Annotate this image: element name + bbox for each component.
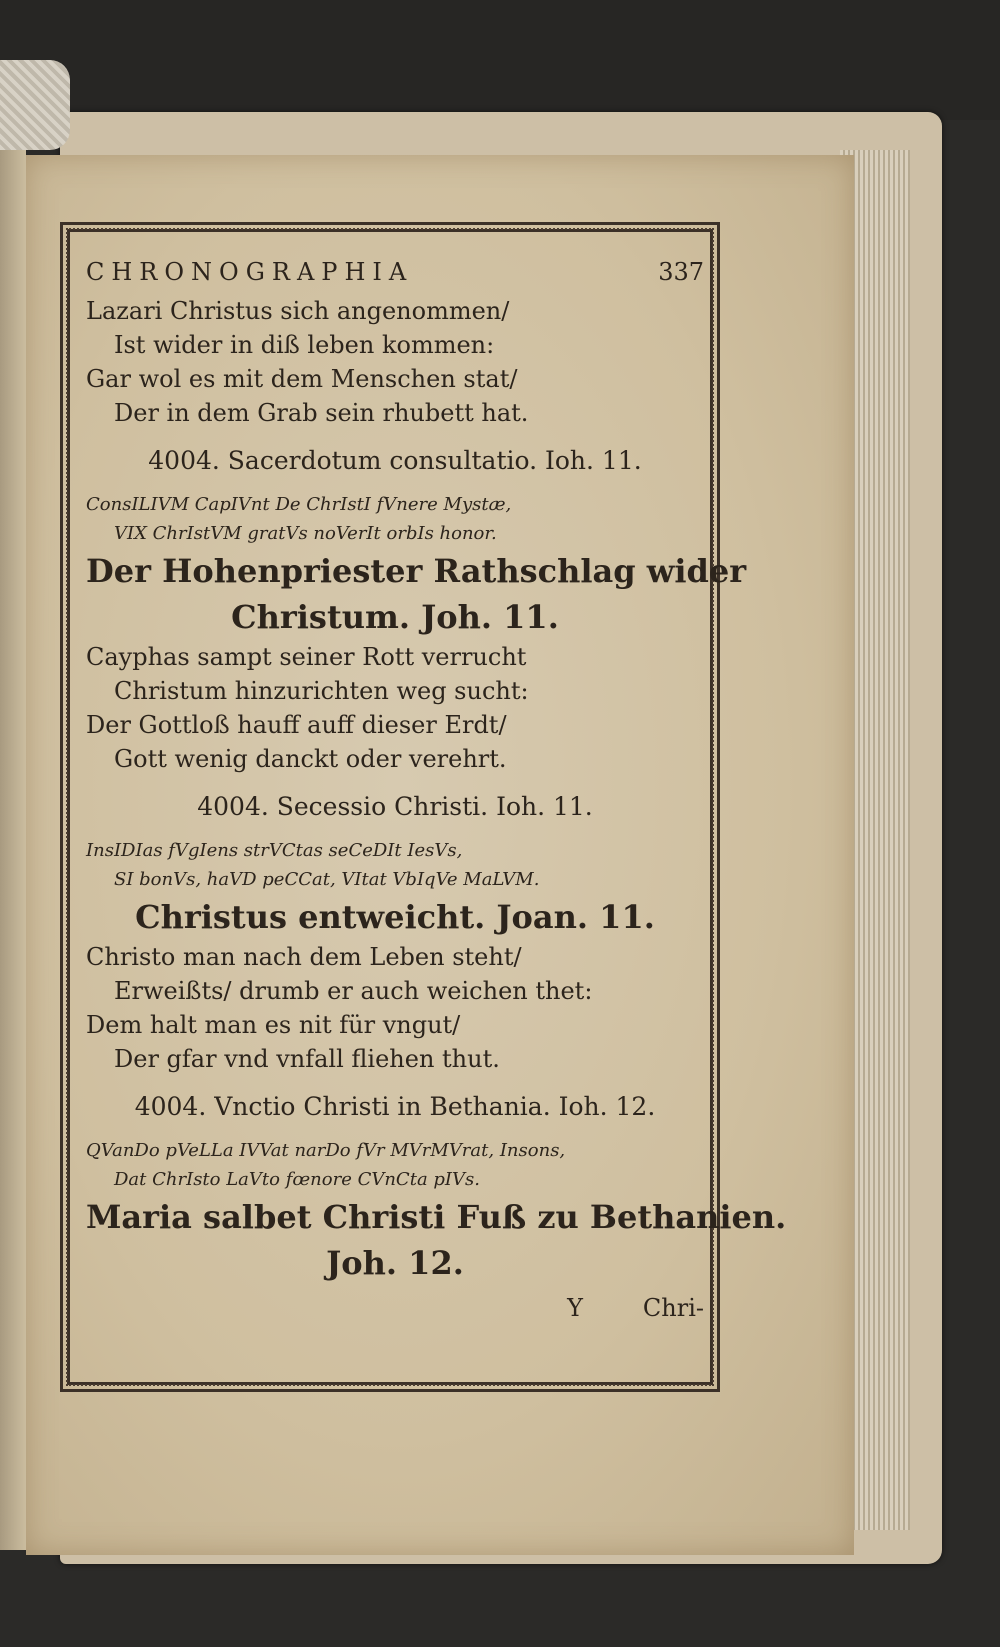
background	[0, 0, 1000, 120]
verse-line: Christo man nach dem Leben steht/	[86, 943, 522, 971]
verse-line: Der in dem Grab sein rhubett hat.	[114, 399, 529, 427]
running-header	[86, 258, 704, 294]
section-title: Der Hohenpriester Rathschlag wider	[86, 552, 747, 590]
catchword: Chri-	[642, 1294, 704, 1322]
cloth-spine	[0, 60, 70, 150]
verse-line: Lazari Christus sich angenommen/	[86, 297, 510, 325]
verse-line: Dem halt man es nit für vngut/	[86, 1011, 461, 1039]
left-page-edge	[0, 150, 26, 1550]
section-title: Christum. Joh. 11.	[231, 598, 559, 636]
section-title: Christus entweicht. Joan. 11.	[135, 898, 655, 936]
page-footer	[86, 1294, 704, 1322]
latin-line: ConsILIVM CapIVnt De ChrIstI fVnere Mystæ,	[86, 494, 512, 515]
verse-line: Cayphas sampt seiner Rott verrucht	[86, 643, 527, 671]
latin-line: SI bonVs, haVD peCCat, VItat VbIqVe MaLVM.	[114, 869, 540, 890]
verse-line: Erweißts/ drumb er auch weichen thet:	[114, 977, 593, 1005]
verse-line: Christum hinzurichten weg sucht:	[114, 677, 529, 705]
latin-line: QVanDo pVeLLa IVVat narDo fVr MVrMVrat, Insons,	[86, 1140, 566, 1161]
date-heading: 4004. Vnctio Christi in Bethania. Ioh. 12.	[134, 1092, 656, 1121]
page-text	[86, 258, 787, 1368]
stanza-2	[86, 640, 704, 776]
latin-line: VIX ChrIstVM gratVs noVerIt orbIs honor.	[114, 523, 497, 544]
stanza-1	[86, 294, 704, 430]
verse-line: Gott wenig danckt oder verehrt.	[114, 745, 507, 773]
signature-mark: Y	[567, 1294, 583, 1322]
page-number: 337	[658, 258, 704, 286]
header-title: CHRONOGRAPHIA	[86, 258, 414, 286]
latin-line: InsIDIas fVgIens strVCtas seCeDIt IesVs,	[86, 840, 463, 861]
verse-line: Der Gottloß hauff auff dieser Erdt/	[86, 711, 507, 739]
section-title: Maria salbet Christi Fuß zu Bethanien.	[86, 1198, 787, 1236]
latin-line: Dat ChrIsto LaVto fœnore CVnCta pIVs.	[114, 1169, 480, 1190]
date-heading: 4004. Sacerdotum consultatio. Ioh. 11.	[148, 446, 642, 475]
verse-line: Der gfar vnd vnfall fliehen thut.	[114, 1045, 500, 1073]
date-heading: 4004. Secessio Christi. Ioh. 11.	[197, 792, 593, 821]
verse-line: Ist wider in diß leben kommen:	[114, 331, 495, 359]
verse-line: Gar wol es mit dem Menschen stat/	[86, 365, 518, 393]
stanza-3	[86, 940, 704, 1076]
section-title: Joh. 12.	[326, 1244, 464, 1282]
